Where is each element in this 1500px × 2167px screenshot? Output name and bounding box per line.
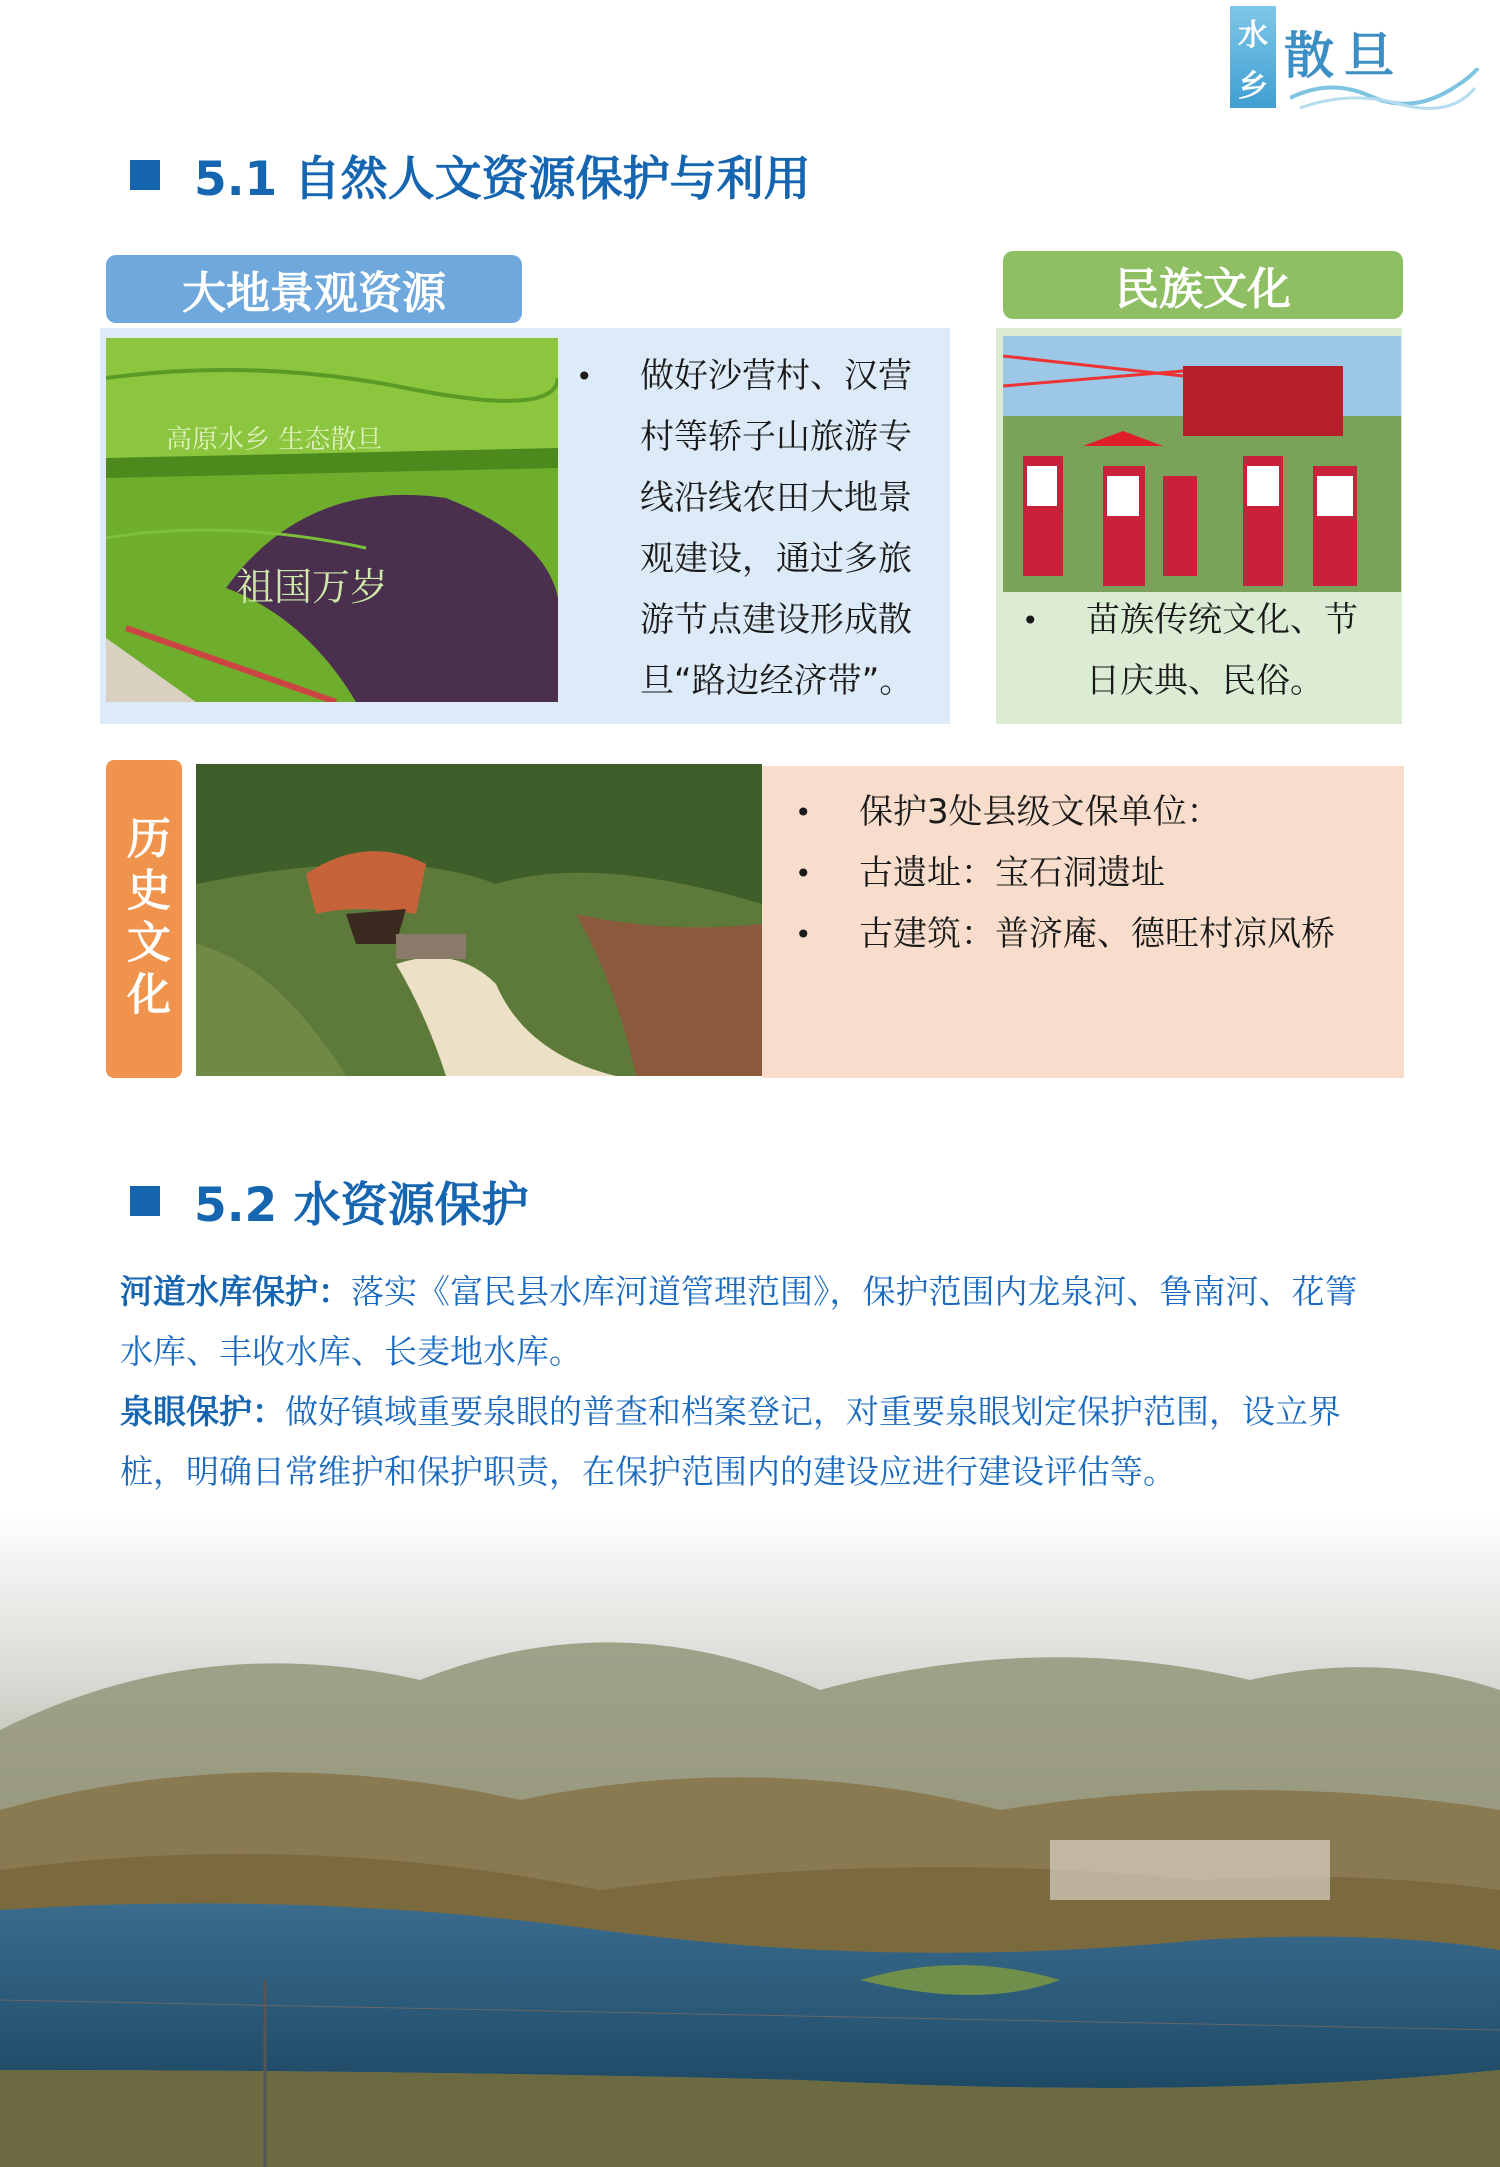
logo-word: 散旦 xyxy=(1284,26,1404,85)
logo-char-top: 水 xyxy=(1238,17,1268,53)
river-reservoir-text: 落实《富民县水库河道管理范围》，保护范围内龙泉河、鲁南河、花箐水库、丰收水库、长麦地水库。 xyxy=(120,1272,1358,1371)
logo-wave-icon xyxy=(1290,68,1480,112)
logo xyxy=(1230,6,1485,114)
photo-field-text-1: 高原水乡 生态散旦 xyxy=(166,425,383,455)
history-bullets xyxy=(795,782,1395,965)
heading-square-icon xyxy=(130,160,160,190)
reservoir-landscape-photo xyxy=(0,1510,1500,2167)
landscape-bullet xyxy=(576,346,936,712)
spring-key: 泉眼保护： xyxy=(120,1392,285,1431)
spring-text: 做好镇域重要泉眼的普查和档案登记，对重要泉眼划定保护范围，设立界桩，明确日常维护和保护职责，在保护范围内的建设应进行建设评估等。 xyxy=(120,1392,1341,1491)
photo-field-text-2: 祖国万岁 xyxy=(236,565,389,609)
river-reservoir-key: 河道水库保护： xyxy=(120,1272,351,1311)
section-5-1-title-text: 5.1 自然人文资源保护与利用 xyxy=(194,151,811,207)
history-bullet-3: • 古建筑：普济庵、德旺村凉风桥 xyxy=(795,904,1395,965)
landscape-bullet-text: • 做好沙营村、汉营村等轿子山旅游专线沿线农田大地景观建设，通过多旅游节点建设形成散旦“路边经济带”。 xyxy=(576,346,936,712)
tab-landscape xyxy=(106,255,522,323)
logo-char-bottom: 乡 xyxy=(1238,68,1268,104)
tab-ethnic xyxy=(1003,251,1403,319)
river-reservoir-paragraph xyxy=(120,1262,1360,1382)
water-text xyxy=(120,1262,1360,1502)
section-5-2-title xyxy=(130,1166,529,1236)
logo-vertical-box xyxy=(1230,6,1276,108)
landscape-photo xyxy=(106,338,558,702)
tab-history-label: 历史文化 xyxy=(119,815,170,1023)
history-bullet-2: • 古遗址：宝石洞遗址 xyxy=(795,843,1395,904)
ethnic-photo xyxy=(1003,336,1401,592)
ethnic-bullet-text: • 苗族传统文化、节日庆典、民俗。 xyxy=(1022,590,1382,712)
heading-square-icon xyxy=(130,1186,160,1216)
tab-landscape-label: 大地景观资源 xyxy=(182,268,446,319)
section-5-2-title-text: 5.2 水资源保护 xyxy=(194,1177,529,1233)
history-bullet-1: • 保护3处县级文保单位： xyxy=(795,782,1395,843)
section-5-1-title xyxy=(130,140,811,210)
history-photo xyxy=(196,764,762,1076)
tab-ethnic-label: 民族文化 xyxy=(1115,264,1291,315)
spring-paragraph xyxy=(120,1382,1360,1502)
tab-history xyxy=(106,760,182,1078)
ethnic-bullet xyxy=(1022,590,1382,712)
